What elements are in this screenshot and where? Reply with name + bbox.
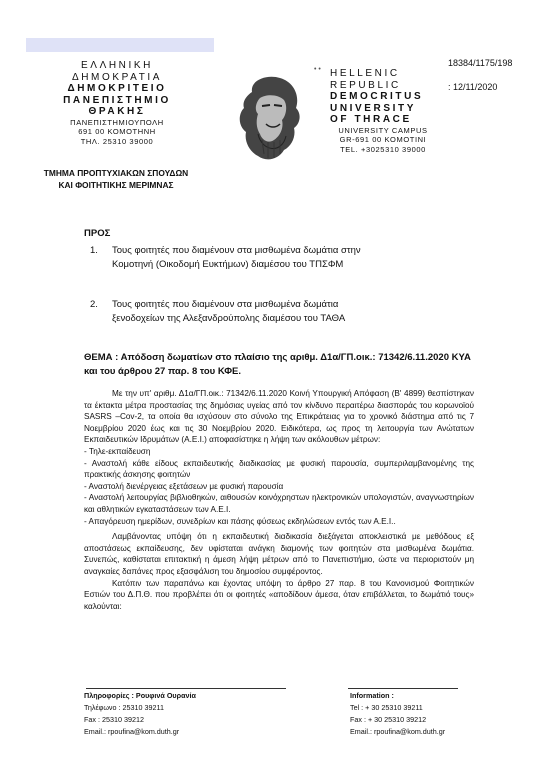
protocol-date: : 12/11/2020 (448, 82, 498, 92)
english-header-line3: DEMOCRITUS (330, 91, 424, 102)
protocol-number: 18384/1175/198 (448, 58, 513, 68)
recipient-item (90, 298, 390, 342)
footer-phone: Tel : + 30 25310 39211 (350, 703, 423, 712)
department-name (36, 168, 196, 191)
recipient-text: Τους φοιτητές που διαμένουν στα μισθωμένα δωμάτια στην Κομοτηνή (Οικοδομή Ευκτήμων) διαμέσου του ΤΠΣΦΜ (112, 245, 361, 270)
greek-header-line1: ΕΛΛΗΝΙΚΗ (81, 60, 153, 71)
footer-contact-greek (84, 690, 196, 738)
subject-line: ΘΕΜΑ : Απόδοση δωματίων στο πλαίσιο της αριθμ. Δ1α/ΓΠ.οικ.: 71342/6.11.2020 ΚΥΑ και του άρθρου 27 παρ. 8 του ΚΦΕ. (84, 352, 471, 377)
english-header-addr3: TEL. +3025310 39000 (340, 144, 426, 154)
english-header-line5: OF THRACE (330, 114, 412, 125)
department-line1: ΤΜΗΜΑ ΠΡΟΠΤΥΧΙΑΚΩΝ ΣΠΟΥΔΩΝ (43, 168, 189, 178)
footer-info-title: Information : (350, 691, 394, 700)
footer-fax: Fax : + 30 25310 39212 (350, 715, 427, 724)
greek-header (62, 60, 172, 146)
greek-header-line2: ΔΗΜΟΚΡΑΤΙΑ (71, 71, 163, 83)
recipient-number: 1. (90, 245, 98, 256)
footer-contact-english (350, 690, 445, 738)
footer-fax: Fax : 25310 39212 (84, 715, 144, 724)
measure-item: - Απαγόρευση ημερίδων, συνεδρίων και πάσης φύσεως εκδηλώσεων εντός των Α.Ε.Ι.. (84, 516, 396, 526)
letter-body (84, 388, 474, 612)
english-header-addr2: GR-691 00 KOMOTINI (339, 135, 427, 144)
department-line2: ΚΑΙ ΦΟΙΤΗΤΙΚΗΣ ΜΕΡΙΜΝΑΣ (58, 179, 174, 190)
stamp-dots: • • (314, 66, 321, 73)
protocol-info (448, 58, 512, 93)
footer-divider-left (86, 688, 286, 689)
footer-email: Email.: rpoufina@kom.duth.gr (84, 727, 180, 736)
recipient-text: Τους φοιτητές που διαμένουν στα μισθωμένα δωμάτια ξενοδοχείων της Αλεξανδρούπολης διαμέσου του ΤΑΘΑ (112, 299, 346, 324)
measure-item: - Αναστολή διενέργειας εξετάσεων με φυσική παρουσία (84, 481, 284, 491)
english-header-line4: UNIVERSITY (330, 102, 417, 114)
greek-header-addr2: 691 00 ΚΟΜΟΤΗΝΗ (78, 127, 156, 136)
english-header (330, 68, 450, 154)
recipients-label: ΠΡΟΣ (84, 228, 111, 239)
body-paragraph-3: Κατόπιν των παραπάνω και έχοντας υπόψη το άρθρο 27 παρ. 8 του Κανονισμού Φοιτητικών Εστιών του Δ.Π.Θ. που προβλέπει ότι οι φοιτητές «αποδίδουν άμεσα, όταν επιβάλλεται, το δωμάτιό τους» καλούνται: (84, 578, 474, 611)
greek-header-line4: ΠΑΝΕΠΙΣΤΗΜΙΟ (63, 94, 171, 106)
body-paragraph-1: Με την υπ' αριθμ. Δ1α/ΓΠ.οικ.: 71342/6.11.2020 Κοινή Υπουργική Απόφαση (Β' 4899) θεσπίστηκαν τα έκτακτα μέτρα προστασίας της δημόσιας υγείας από τον κίνδυνο περαιτέρω διασποράς του κορωνοϊού SASRS –Cov-2, τα οποία θα ισχύσουν στο σύνολο της Επικράτειας για το χρονικό διάστημα από τις 7 Νοεμβρίου 2020 έως και τις 30 Νοεμβρίου 2020. Ειδικότερα, ως προς τη λειτουργία των Ανώτατων Εκπαιδευτικών Ιδρυμάτων (Α.Ε.Ι.) αποφασίστηκε η λήψη των ακόλουθων μέτρων: (84, 389, 474, 445)
greek-header-line3: ΔΗΜΟΚΡΙΤΕΙΟ (67, 83, 167, 94)
measure-item: - Αναστολή λειτουργίας βιβλιοθηκών, αιθουσών κοινόχρηστων ηλεκτρονικών υπολογιστών, αναγνωστηρίων και αθλητικών εγκαταστάσεων των Α.Ε.Ι. (84, 493, 474, 514)
english-header-addr1: UNIVERSITY CAMPUS (338, 125, 428, 135)
highlight-bar (26, 38, 214, 52)
footer-info-title: Πληροφορίες : Ρουφινά Ουρανία (84, 691, 196, 700)
greek-header-addr1: ΠΑΝΕΠΙΣΤΗΜΙΟΥΠΟΛΗ (70, 117, 164, 127)
measure-item: - Αναστολή κάθε είδους εκπαιδευτικής διαδικασίας με φυσική παρουσία, συμπεριλαμβανομένης της πρακτικής άσκησης φοιτητών (84, 458, 474, 480)
measure-item: - Τηλε-εκπαίδευση (84, 446, 151, 456)
english-header-line2: REPUBLIC (330, 79, 401, 91)
recipient-item (90, 244, 390, 288)
english-header-line1: HELLENIC (330, 68, 400, 79)
footer-email: Email.: rpoufina@kom.duth.gr (350, 727, 446, 736)
greek-header-addr3: ΤΗΛ. 25310 39000 (80, 136, 154, 146)
footer-phone: Τηλέφωνο : 25310 39211 (84, 703, 164, 712)
democritus-head-logo (222, 70, 322, 170)
footer-divider-right (348, 688, 458, 689)
greek-header-line5: ΘΡΑΚΗΣ (88, 106, 146, 117)
recipient-number: 2. (90, 299, 98, 310)
body-paragraph-2: Λαμβάνοντας υπόψη ότι η εκπαιδευτική διαδικασία διεξάγεται αποκλειστικά με μεθόδους εξ αποστάσεως εκπαίδευσης, δεν υφίσταται ανάγκη διαμονής των φοιτητών στα μισθωμένα δωμάτια. Συνεπώς, καθίσταται επιτακτική η άμεση λήψη μέτρων από το Πανεπιστήμιο, ώστε να περιοριστούν μη αναγκαίες δαπάνες προς εξασφάλιση του δημοσίου συμφέροντος. (84, 532, 474, 576)
